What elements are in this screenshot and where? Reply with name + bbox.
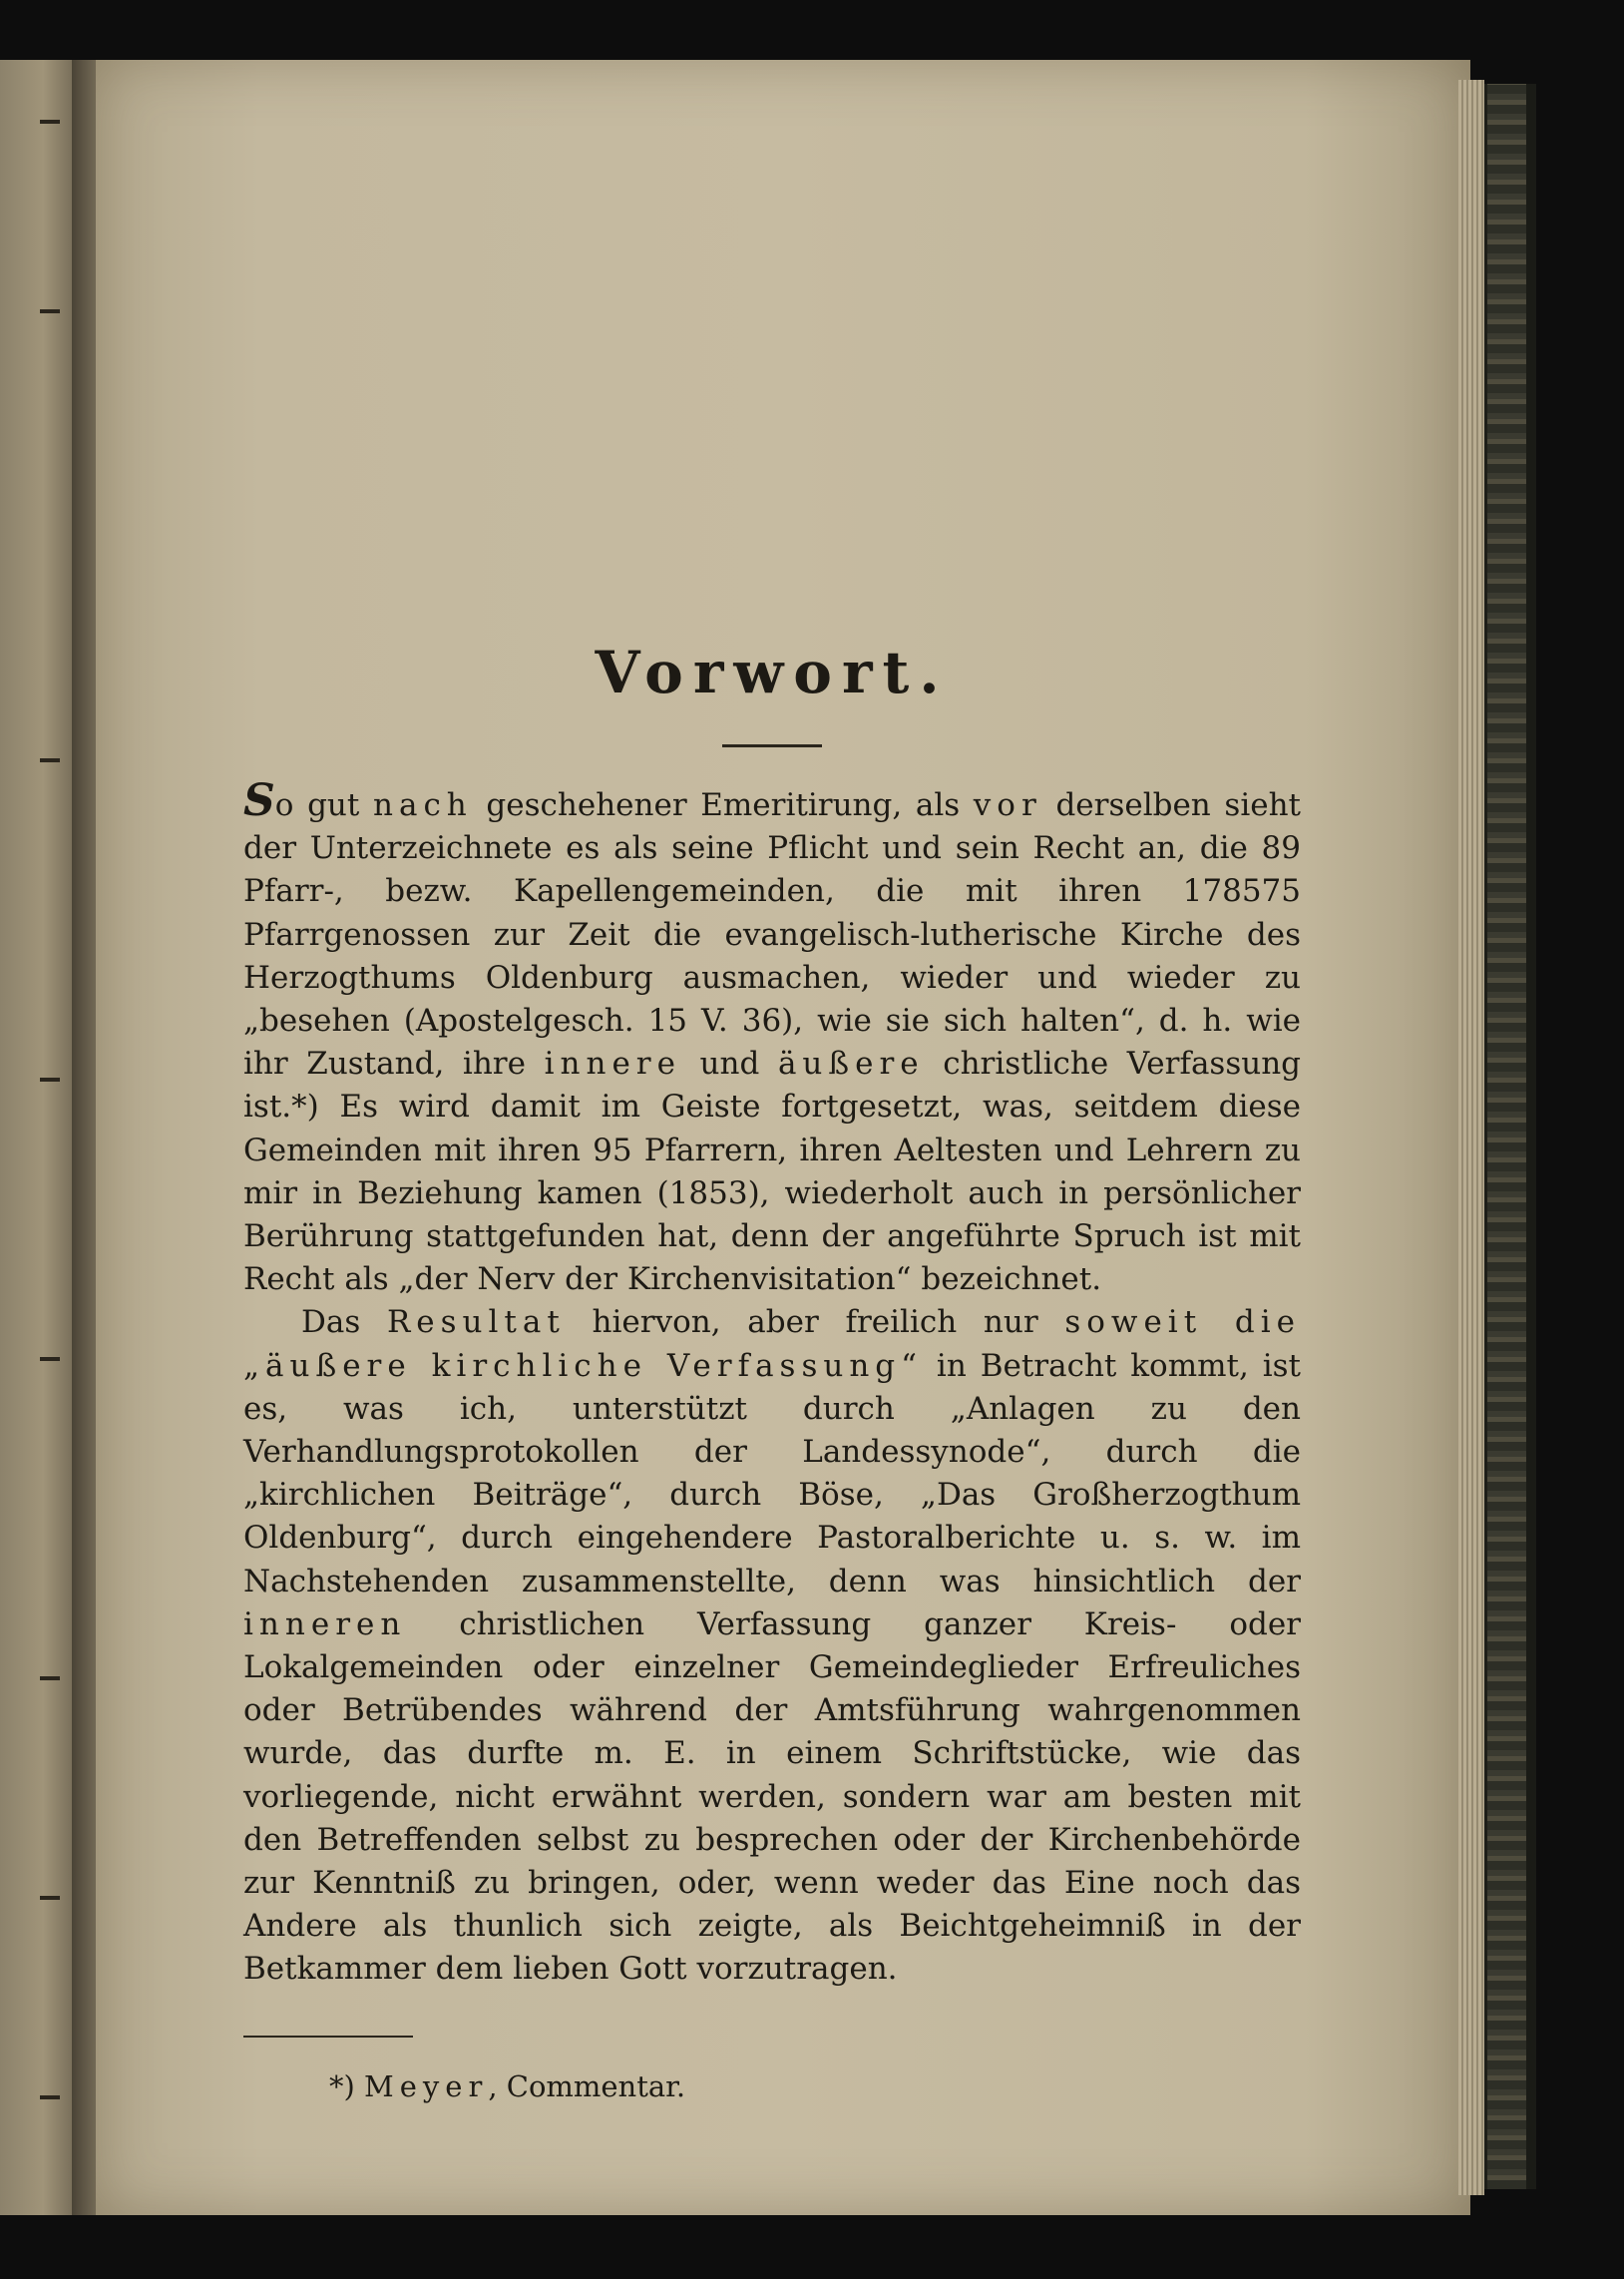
footnote-divider	[243, 2036, 413, 2038]
book-cover-edge	[1526, 84, 1536, 2189]
paragraph-text: derselben sieht der Unterzeichnete es als seine Pflicht und sein Recht an, die 89 Pfarr-, bezw. Kapellengemeinden, die mit ihren 178575 Pfarrgenossen zur Zeit die evangelisch-lutherische Kirche des Herzogthums Oldenburg ausmachen, wieder und wieder zu „besehen (Apostelgesch. 15 V. 36), wie sie sich halten“, d. h. wie ihr Zustand, ihre	[243, 787, 1302, 1083]
paragraph-text: Das	[301, 1304, 387, 1341]
spaced-emphasis: Resultat	[386, 1304, 566, 1341]
title-divider	[722, 744, 822, 747]
drop-cap: S	[243, 775, 275, 826]
spaced-emphasis: vor	[973, 787, 1042, 823]
page-edges	[1458, 80, 1484, 2195]
paragraph-text: in Betracht kommt, ist es, was ich, unterstützt durch „Anlagen zu den Verhandlungsprotokollen der Landessynode“, durch die „kirchlichen Beiträge“, durch Böse, „Das Großherzogthum Oldenburg“, durch eingehendere Pastoralberichte u. s. w. im Nachstehenden zusammenstellte, denn was hinsichtlich der	[243, 1347, 1302, 1599]
paragraph-text: geschehener Emeritirung, als	[472, 787, 974, 823]
page-title: Vorwort.	[595, 639, 950, 706]
footnote	[329, 2069, 685, 2103]
paragraph-1	[243, 775, 1302, 1301]
paragraph-text: hiervon, aber freilich nur	[565, 1304, 1065, 1341]
book-spine	[1484, 84, 1529, 2189]
spaced-emphasis: soweit die „äußere kirchliche Verfassung“	[243, 1304, 1301, 1384]
footnote-text: , Commentar.	[488, 2069, 686, 2103]
spaced-emphasis: nach	[373, 787, 473, 823]
left-page-bleed-marks	[40, 120, 64, 2105]
paragraph-text: und	[680, 1046, 778, 1083]
spaced-emphasis: äußere	[777, 1046, 925, 1083]
spaced-emphasis: innere	[544, 1046, 681, 1083]
paragraph-2	[243, 1301, 1301, 1991]
footnote-author: Meyer	[364, 2069, 489, 2103]
footnote-mark: *)	[329, 2069, 355, 2103]
spaced-emphasis: inneren	[243, 1605, 407, 1642]
paragraph-text: christlichen Verfassung ganzer Kreis- oder Lokalgemeinden oder einzelner Gemeindeglieder Erfreuliches oder Betrübendes während der Amtsführung wahrgenommen wurde, das durfte m. E. in einem Schriftstücke, wie das vorliegende, nicht erwähnt werden, sondern war am besten mit den Betreffenden selbst zu besprechen oder der Kirchenbehörde zur Kenntniß zu bringen, oder, wenn weder das Eine noch das Andere als thunlich sich zeigte, als Beichtgeheimniß in der Betkammer dem lieben Gott vorzutragen.	[243, 1605, 1301, 1988]
paragraph-text: christliche Verfassung ist.*) Es wird damit im Geiste fortgesetzt, was, seitdem diese Gemeinden mit ihren 95 Pfarrern, ihren Aeltesten und Lehrern zu mir in Beziehung kamen (1853), wiederholt auch in persönlicher Berührung stattgefunden hat, denn der angeführte Spruch ist mit Recht als „der Nerv der Kirchenvisitation“ bezeichnet.	[243, 1046, 1302, 1298]
paragraph-text: o gut	[274, 787, 373, 823]
page-text-block	[243, 639, 1301, 1992]
